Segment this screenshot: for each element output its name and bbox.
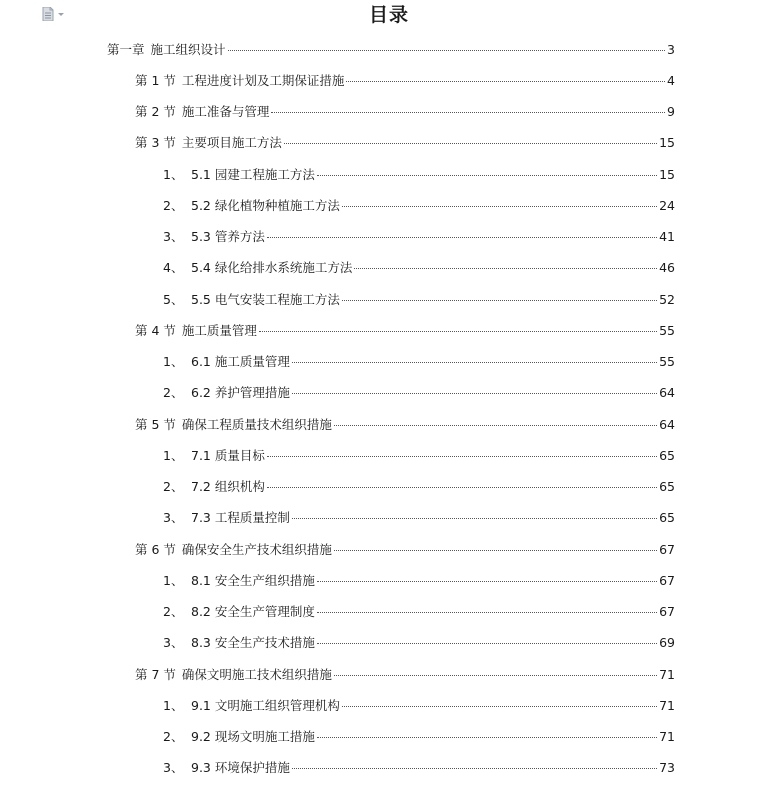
dot-leader <box>292 518 657 519</box>
toc-entry-number: 第 4 节 <box>135 322 176 338</box>
toc-page-number: 55 <box>659 354 675 370</box>
dot-leader <box>292 362 657 363</box>
toc-page-number: 9 <box>667 104 675 120</box>
toc-entry-line <box>163 479 675 495</box>
dot-leader <box>271 112 665 113</box>
dot-leader <box>292 393 657 394</box>
toc-entry-number: 第 6 节 <box>135 541 176 557</box>
toc-entry-line <box>163 292 675 308</box>
toc-page-number: 3 <box>667 41 675 57</box>
toc-entry-line <box>163 729 675 745</box>
toc-entry[interactable] <box>0 472 778 503</box>
page-title: 目录 <box>368 4 409 26</box>
toc-entry-title[interactable]: 9.2 现场文明施工措施 <box>191 729 315 745</box>
toc-entry[interactable] <box>0 378 778 409</box>
toc-entry-title[interactable]: 施工准备与管理 <box>181 104 270 120</box>
toc-entry-number: 1、 <box>163 354 184 370</box>
toc-entry[interactable] <box>0 659 778 690</box>
toc-entry[interactable] <box>0 65 778 96</box>
toc-page-number: 55 <box>659 322 675 338</box>
toc-entry[interactable] <box>0 753 778 784</box>
toc-entry-number: 2、 <box>163 385 184 401</box>
dot-leader <box>267 487 657 488</box>
toc-entry-line <box>163 354 675 370</box>
dot-leader <box>267 237 657 238</box>
dot-leader <box>292 768 657 769</box>
toc-entry-line <box>163 573 675 589</box>
table-of-contents <box>0 34 778 784</box>
toc-entry[interactable] <box>0 503 778 534</box>
toc-entry-line <box>163 385 675 401</box>
toc-page-number: 67 <box>659 541 675 557</box>
toc-entry-line <box>163 760 675 776</box>
toc-entry-line <box>163 198 675 214</box>
toc-page-number: 71 <box>659 697 675 713</box>
toc-entry-title[interactable]: 工程进度计划及工期保证措施 <box>181 72 345 88</box>
toc-entry[interactable] <box>0 315 778 346</box>
toc-page-number: 73 <box>659 760 675 776</box>
toc-page-number: 67 <box>659 572 675 588</box>
toc-entry[interactable] <box>0 34 778 65</box>
toc-page-number: 24 <box>659 197 675 213</box>
toc-entry[interactable] <box>0 628 778 659</box>
toc-page-number: 64 <box>659 385 675 401</box>
toc-entry-number: 2、 <box>163 479 184 495</box>
toc-entry-title[interactable]: 施工质量管理 <box>181 322 257 338</box>
toc-entry-title[interactable]: 6.2 养护管理措施 <box>191 385 290 401</box>
toc-entry-line <box>163 448 675 464</box>
toc-entry-title[interactable]: 9.3 环境保护措施 <box>191 760 290 776</box>
toc-entry-line <box>163 167 675 183</box>
dot-leader <box>346 81 665 82</box>
dot-leader <box>228 50 666 51</box>
toc-entry-number: 3、 <box>163 510 184 526</box>
toc-entry-title[interactable]: 8.3 安全生产技术措施 <box>191 635 315 651</box>
toc-page-number: 65 <box>659 510 675 526</box>
dot-leader <box>354 268 657 269</box>
toc-entry-title[interactable]: 7.1 质量目标 <box>191 447 265 463</box>
toc-entry-number: 第 5 节 <box>135 416 176 432</box>
dot-leader <box>284 143 657 144</box>
dot-leader <box>342 206 657 207</box>
toc-page-number: 4 <box>667 72 675 88</box>
toc-page-number: 52 <box>659 291 675 307</box>
toc-entry-line <box>163 604 675 620</box>
toc-entry-line <box>135 417 675 433</box>
toc-entry[interactable] <box>0 565 778 596</box>
toc-entry[interactable] <box>0 97 778 128</box>
dot-leader <box>342 300 657 301</box>
toc-entry-number: 第 2 节 <box>135 104 176 120</box>
toc-entry-title[interactable]: 8.2 安全生产管理制度 <box>191 604 315 620</box>
toc-page-number: 15 <box>659 135 675 151</box>
toc-entry-line <box>107 42 675 58</box>
toc-entry-number: 2、 <box>163 604 184 620</box>
toc-entry-line <box>135 73 675 89</box>
toc-page-number: 71 <box>659 666 675 682</box>
toc-entry-line <box>135 323 675 339</box>
toc-entry-title[interactable]: 7.3 工程质量控制 <box>191 510 290 526</box>
toc-entry-number: 1、 <box>163 166 184 182</box>
dot-leader <box>334 550 657 551</box>
toc-entry-line <box>135 135 675 151</box>
toc-page-number: 65 <box>659 447 675 463</box>
dot-leader <box>317 581 657 582</box>
toc-entry-title[interactable]: 主要项目施工方法 <box>181 135 282 151</box>
toc-entry-title[interactable]: 9.1 文明施工组织管理机构 <box>191 697 340 713</box>
toc-entry[interactable] <box>0 190 778 221</box>
toc-entry[interactable] <box>0 222 778 253</box>
dot-leader <box>317 175 657 176</box>
toc-entry-number: 1、 <box>163 447 184 463</box>
toc-entry-number: 第 1 节 <box>135 72 176 88</box>
dot-leader <box>259 331 657 332</box>
toc-entry-title[interactable]: 5.2 绿化植物种植施工方法 <box>191 197 340 213</box>
toc-entry[interactable] <box>0 347 778 378</box>
toc-page-number: 41 <box>659 229 675 245</box>
toc-entry[interactable] <box>0 284 778 315</box>
toc-entry[interactable] <box>0 534 778 565</box>
toc-page-number: 69 <box>659 635 675 651</box>
toc-entry-line <box>163 510 675 526</box>
dot-leader <box>267 456 657 457</box>
toc-entry-title[interactable]: 5.4 绿化给排水系统施工方法 <box>191 260 353 276</box>
toc-entry-title[interactable]: 确保工程质量技术组织措施 <box>181 416 332 432</box>
dot-leader <box>342 706 657 707</box>
toc-entry-line <box>163 698 675 714</box>
toc-entry[interactable] <box>0 253 778 284</box>
toc-entry-title[interactable]: 施工组织设计 <box>150 41 226 57</box>
toc-page-number: 64 <box>659 416 675 432</box>
toc-entry-title[interactable]: 确保安全生产技术组织措施 <box>181 541 332 557</box>
toc-entry-number: 5、 <box>163 291 184 307</box>
dot-leader <box>317 737 657 738</box>
toc-entry-number: 1、 <box>163 697 184 713</box>
toc-entry-line <box>135 542 675 558</box>
toc-entry-number: 2、 <box>163 197 184 213</box>
toc-entry-title[interactable]: 8.1 安全生产组织措施 <box>191 572 315 588</box>
toc-entry[interactable] <box>0 597 778 628</box>
toc-entry-line <box>163 260 675 276</box>
toc-entry-title[interactable]: 6.1 施工质量管理 <box>191 354 290 370</box>
toc-entry-title[interactable]: 7.2 组织机构 <box>191 479 265 495</box>
toc-entry[interactable] <box>0 690 778 721</box>
toc-page-number: 15 <box>659 166 675 182</box>
toc-entry-number: 2、 <box>163 729 184 745</box>
toc-entry-title[interactable]: 5.3 管养方法 <box>191 229 265 245</box>
toc-entry-title[interactable]: 确保文明施工技术组织措施 <box>181 666 332 682</box>
toc-page-number: 46 <box>659 260 675 276</box>
toc-entry-line <box>163 229 675 245</box>
toc-entry-number: 3、 <box>163 635 184 651</box>
toc-entry-title[interactable]: 5.5 电气安装工程施工方法 <box>191 291 340 307</box>
toc-entry-number: 第 7 节 <box>135 666 176 682</box>
toc-entry[interactable] <box>0 409 778 440</box>
toc-entry-line <box>135 667 675 683</box>
toc-entry[interactable] <box>0 722 778 753</box>
toc-entry-number: 1、 <box>163 572 184 588</box>
toc-entry-line <box>135 104 675 120</box>
dot-leader <box>317 612 657 613</box>
toc-entry-title[interactable]: 5.1 园建工程施工方法 <box>191 166 315 182</box>
toc-entry[interactable] <box>0 128 778 159</box>
toc-entry-number: 3、 <box>163 760 184 776</box>
toc-page-number: 71 <box>659 729 675 745</box>
dot-leader <box>317 643 657 644</box>
dot-leader <box>334 675 657 676</box>
toc-entry-line <box>163 635 675 651</box>
toc-entry-number: 4、 <box>163 260 184 276</box>
toc-page-number: 65 <box>659 479 675 495</box>
toc-entry[interactable] <box>0 159 778 190</box>
toc-entry-number: 3、 <box>163 229 184 245</box>
toc-entry-number: 第一章 <box>107 41 145 57</box>
toc-entry-number: 第 3 节 <box>135 135 176 151</box>
toc-entry[interactable] <box>0 440 778 471</box>
dot-leader <box>334 425 657 426</box>
toc-page-number: 67 <box>659 604 675 620</box>
